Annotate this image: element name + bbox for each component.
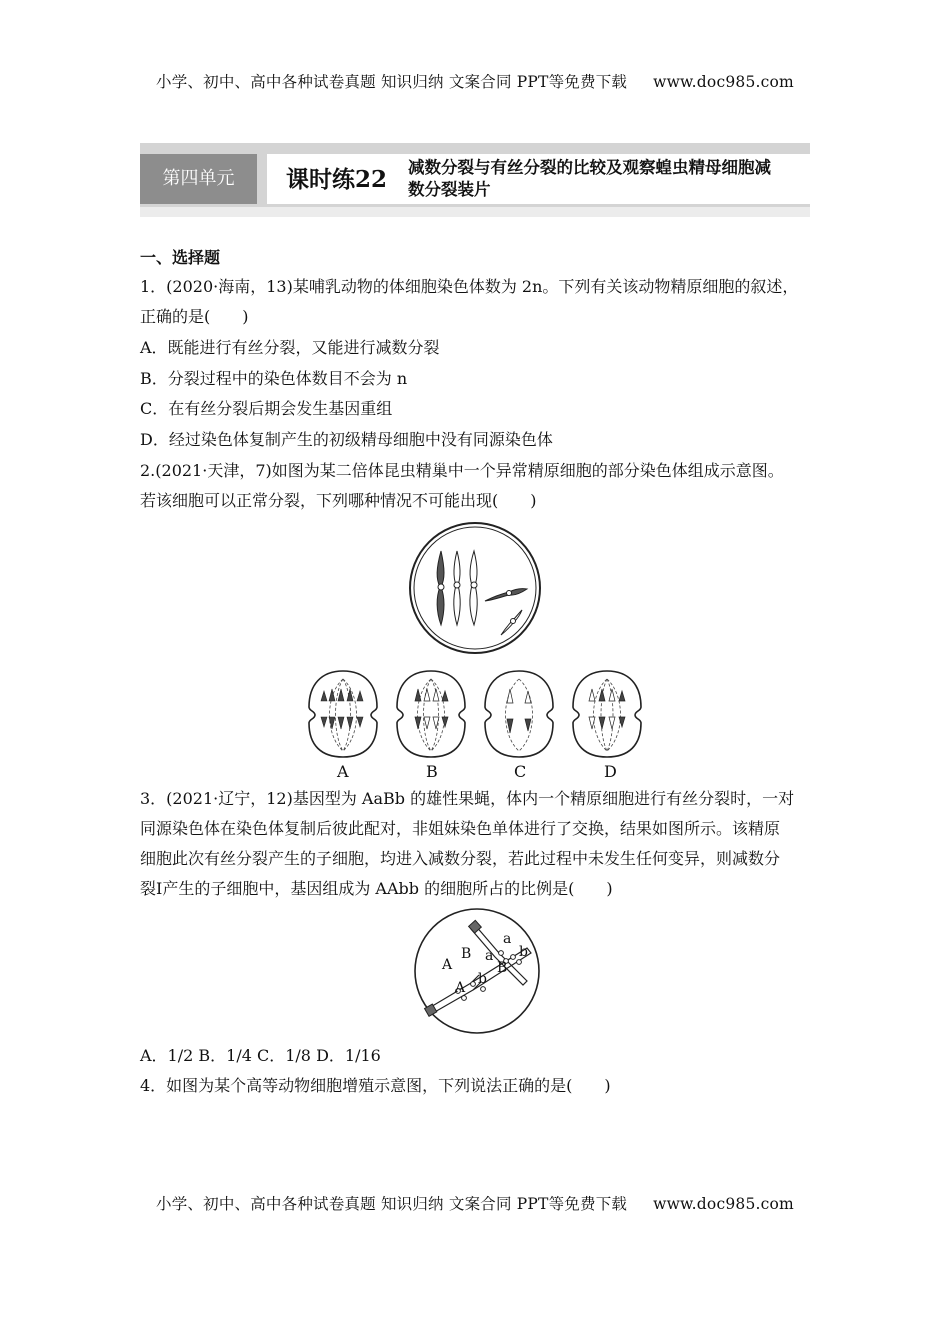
q1-option-a: A．既能进行有丝分裂，又能进行减数分裂 [140, 338, 440, 357]
q3-gene-b-small-lower: b [478, 971, 487, 987]
q2-cell-figure [405, 521, 545, 656]
q2-stem-line-1: 2.(2021·天津，7)如图为某二倍体昆虫精巢中一个异常精原细胞的部分染色体组成示意图。 [140, 461, 784, 480]
page-footer [0, 1192, 950, 1214]
header-site: www.doc985.com [653, 73, 794, 91]
q3-gene-a-upper: A [442, 957, 453, 973]
q2-label-a: A [337, 762, 349, 781]
q3-gene-b-lower: B [497, 960, 508, 976]
lesson-topic [408, 157, 803, 201]
unit-banner [140, 143, 810, 236]
q3-stem-line-3: 细胞此次有丝分裂产生的子细胞，均进入减数分裂，若此过程中未发生任何变异，则减数分 [140, 849, 781, 868]
section-title: 一、选择题 [140, 248, 221, 267]
q1-stem-line-2: 正确的是( ) [140, 307, 249, 326]
q3-crossover-figure [409, 905, 545, 1035]
q3-gene-a-small-upper: a [503, 931, 512, 947]
topic-line-2: 数分裂装片 [408, 180, 491, 199]
q4-stem-line-1: 4．如图为某个高等动物细胞增殖示意图，下列说法正确的是( ) [140, 1076, 611, 1095]
q3-gene-a-lower: A [455, 980, 466, 996]
q3-gene-a-small-lower: a [485, 948, 494, 964]
unit-label: 第四单元 [140, 154, 257, 204]
q2-option-figures [305, 665, 650, 760]
topic-line-1: 减数分裂与有丝分裂的比较及观察蝗虫精母细胞减 [408, 158, 771, 177]
q1-option-c: C．在有丝分裂后期会发生基因重组 [140, 399, 393, 418]
page-header [0, 70, 950, 92]
q3-options: A．1/2 B．1/4 C．1/8 D．1/16 [140, 1046, 381, 1065]
q1-option-d: D．经过染色体复制产生的初级精母细胞中没有同源染色体 [140, 430, 553, 449]
q1-option-b: B．分裂过程中的染色体数目不会为 n [140, 369, 408, 388]
q3-stem-line-2: 同源染色体在染色体复制后彼此配对，非姐妹染色单体进行了交换，结果如图所示。该精原 [140, 819, 781, 838]
q2-label-b: B [426, 762, 438, 781]
q3-gene-b-upper: B [461, 946, 472, 962]
q3-stem-line-1: 3．(2021·辽宁，12)基因型为 AaBb 的雄性果蝇，体内一个精原细胞进行有丝分裂时，一对 [140, 789, 795, 808]
footer-text: 小学、初中、高中各种试卷真题 知识归纳 文案合同 PPT等免费下载 [156, 1195, 628, 1213]
q2-cell-b [397, 671, 465, 757]
q3-stem-line-4: 裂Ⅰ产生的子细胞中，基因组成为 AAbb 的细胞所占的比例是( ) [140, 879, 613, 898]
q2-label-c: C [514, 762, 527, 781]
q2-label-d: D [604, 762, 617, 781]
q2-cell-a [309, 671, 377, 757]
q2-cell-c [485, 671, 553, 757]
q2-stem-line-2: 若该细胞可以正常分裂，下列哪种情况不可能出现( ) [140, 491, 537, 510]
q2-cell-d [573, 671, 641, 757]
q3-gene-b-small-upper: b [519, 944, 528, 960]
lesson-title: 课时练22 [286, 166, 388, 193]
footer-site: www.doc985.com [653, 1195, 794, 1213]
header-text: 小学、初中、高中各种试卷真题 知识归纳 文案合同 PPT等免费下载 [156, 73, 628, 91]
q1-stem-line-1: 1．(2020·海南，13)某哺乳动物的体细胞染色体数为 2n。下列有关该动物精原细胞的叙述， [140, 277, 799, 296]
